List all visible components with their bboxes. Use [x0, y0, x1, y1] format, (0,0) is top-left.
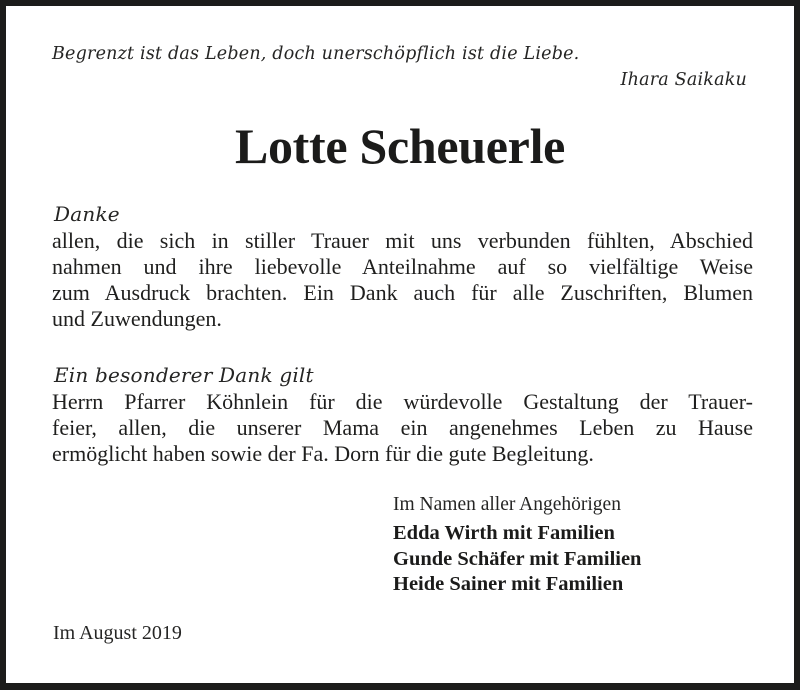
special-thanks-paragraph: [52, 389, 753, 467]
quote-text: Begrenzt ist das Leben, doch unerschöpflich ist die Liebe.: [52, 44, 580, 64]
signature-intro: Im Namen aller Angehörigen: [393, 494, 621, 515]
section-heading-danke: Danke: [54, 202, 120, 226]
paragraph-line: feier, allen, die unserer Mama ein angenehmes Leben zu Hause: [52, 415, 753, 440]
thanks-paragraph: [52, 228, 753, 332]
quote-author: Ihara Saikaku: [620, 70, 747, 90]
paragraph-line: und Zuwendungen.: [52, 306, 222, 331]
obituary-notice: [6, 6, 794, 683]
paragraph-line: zum Ausdruck brachten. Ein Dank auch für alle Zuschriften, Blumen: [52, 280, 753, 305]
section-heading-special-thanks: Ein besonderer Dank gilt: [54, 363, 314, 387]
paragraph-line: ermöglicht haben sowie der Fa. Dorn für die gute Begleitung.: [52, 441, 594, 466]
paragraph-line: Herrn Pfarrer Köhnlein für die würdevolle Gestaltung der Trauer-: [52, 389, 753, 414]
signatory-name: Heide Sainer mit Familien: [393, 573, 624, 595]
paragraph-line: nahmen und ihre liebevolle Anteilnahme auf so vielfältige Weise: [52, 254, 753, 279]
deceased-name-title: Lotte Scheuerle: [234, 118, 566, 174]
paragraph-line: allen, die sich in stiller Trauer mit uns verbunden fühlten, Abschied: [52, 228, 753, 253]
signature-names: [393, 521, 641, 598]
notice-date: Im August 2019: [53, 622, 182, 644]
signatory-name: Gunde Schäfer mit Familien: [393, 547, 642, 570]
signatory-name: Edda Wirth mit Familien: [393, 522, 615, 544]
